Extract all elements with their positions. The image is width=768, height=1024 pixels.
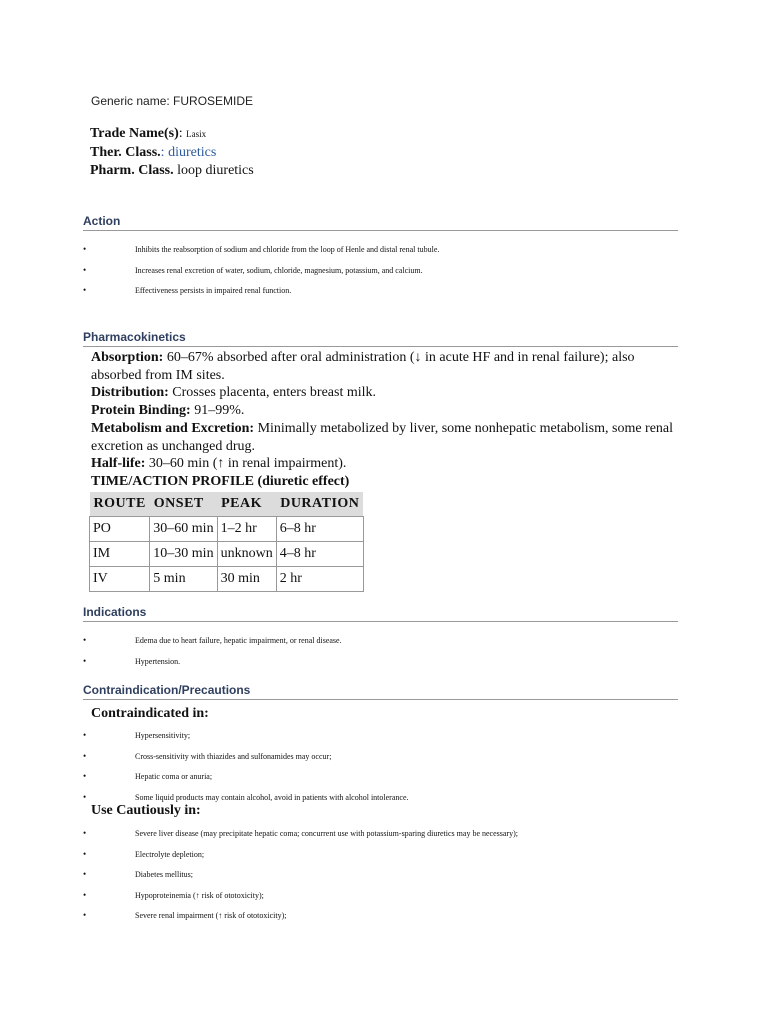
- absorption-line: [91, 349, 681, 384]
- table-cell: IM: [90, 542, 150, 567]
- contraindicated-list: [83, 731, 409, 813]
- pharmacokinetics-title: Pharmacokinetics: [83, 330, 186, 344]
- metabolism-line: [91, 420, 681, 455]
- table-header-row: [90, 492, 364, 517]
- action-item: • Effectiveness persists in impaired renal function.: [83, 286, 439, 307]
- protein-label: Protein Binding:: [91, 403, 191, 419]
- protein-value: 91–99%.: [194, 403, 245, 419]
- halflife-value: 30–60 min (↑ in renal impairment).: [148, 456, 347, 472]
- caution-item: • Severe renal impairment (↑ risk of ototoxicity);: [83, 911, 518, 932]
- action-item: • Inhibits the reabsorption of sodium and chloride from the loop of Henle and distal renal tubule.: [83, 245, 439, 266]
- pharmacokinetics-body: [91, 349, 681, 491]
- table-header-cell: PEAK: [217, 492, 276, 517]
- generic-name: [91, 94, 253, 108]
- indications-divider: [83, 621, 678, 622]
- indication-item: • Edema due to heart failure, hepatic impairment, or renal disease.: [83, 636, 342, 657]
- action-item: • Increases renal excretion of water, sodium, chloride, magnesium, potassium, and calcium.: [83, 266, 439, 287]
- caution-item: • Severe liver disease (may precipitate hepatic coma; concurrent use with potassium-sparing diuretics may be necessary);: [83, 829, 518, 850]
- trade-name-label: Trade Name(s): [90, 126, 179, 141]
- distribution-label: Distribution:: [91, 385, 169, 401]
- action-title: Action: [83, 214, 121, 228]
- contraindications-title: Contraindication/Precautions: [83, 683, 251, 697]
- generic-name-value: FUROSEMIDE: [173, 94, 254, 108]
- action-list: [83, 245, 439, 307]
- contraindicated-heading: Contraindicated in:: [91, 706, 209, 721]
- table-cell: 6–8 hr: [276, 517, 363, 542]
- time-action-table: [89, 492, 364, 592]
- caution-item: • Electrolyte depletion;: [83, 850, 518, 871]
- contraindications-divider: [83, 699, 678, 700]
- table-cell: 4–8 hr: [276, 542, 363, 567]
- ther-class-label: Ther. Class.: [90, 145, 161, 160]
- pharm-class-line: [90, 163, 254, 179]
- contraindication-item: • Some liquid products may contain alcohol, avoid in patients with alcohol intolerance.: [83, 793, 409, 814]
- ther-class-sep: :: [160, 145, 165, 160]
- protein-line: [91, 402, 681, 420]
- table-cell: 30 min: [217, 567, 276, 592]
- absorption-label: Absorption:: [91, 350, 164, 365]
- pharmacokinetics-divider: [83, 346, 678, 347]
- table-header-cell: ONSET: [150, 492, 217, 517]
- ther-class-link[interactable]: diuretics: [168, 145, 217, 160]
- generic-name-label: Generic name:: [91, 94, 174, 108]
- table-cell: IV: [90, 567, 150, 592]
- trade-name-sep: :: [178, 126, 183, 141]
- table-cell: 30–60 min: [150, 517, 217, 542]
- metabolism-value: Minimally metabolized by liver, some nonhepatic metabolism, some renal excretion as unchanged drug.: [91, 420, 674, 454]
- absorption-value: 60–67% absorbed after oral administration (↓ in acute HF and in renal failure); also absorbed from IM sites.: [91, 350, 635, 383]
- halflife-line: [91, 455, 681, 473]
- table-header-cell: ROUTE: [90, 492, 150, 517]
- table-cell: 2 hr: [276, 567, 363, 592]
- indication-item: • Hypertension.: [83, 657, 342, 678]
- indications-list: [83, 636, 342, 677]
- table-cell: 1–2 hr: [217, 517, 276, 542]
- table-row: [90, 517, 364, 542]
- halflife-label: Half-life:: [91, 456, 146, 472]
- table-cell: unknown: [217, 542, 276, 567]
- caution-item: • Hypoproteinemia (↑ risk of ototoxicity);: [83, 891, 518, 912]
- caution-item: • Diabetes mellitus;: [83, 870, 518, 891]
- table-body: [90, 517, 364, 592]
- contraindication-item: • Hepatic coma or anuria;: [83, 772, 409, 793]
- action-divider: [83, 230, 678, 231]
- distribution-line: [91, 384, 681, 402]
- metabolism-label: Metabolism and Excretion:: [91, 420, 255, 436]
- caution-list: [83, 829, 518, 932]
- pharm-class-label: Pharm. Class.: [90, 163, 174, 178]
- trade-name-line: [90, 126, 206, 142]
- trade-name-value: Lasix: [186, 129, 207, 139]
- indications-title: Indications: [83, 605, 147, 619]
- distribution-value: Crosses placenta, enters breast milk.: [172, 385, 377, 401]
- profile-title-text: TIME/ACTION PROFILE (diuretic effect): [91, 473, 350, 489]
- caution-heading: Use Cautiously in:: [91, 803, 201, 818]
- table-cell: PO: [90, 517, 150, 542]
- ther-class-line: [90, 145, 216, 161]
- profile-title: [91, 473, 681, 491]
- pharm-class-value: loop diuretics: [177, 163, 254, 178]
- contraindication-item: • Cross-sensitivity with thiazides and sulfonamides may occur;: [83, 752, 409, 773]
- table-row: [90, 542, 364, 567]
- table-row: [90, 567, 364, 592]
- table-header-cell: DURATION: [276, 492, 363, 517]
- table-cell: 10–30 min: [150, 542, 217, 567]
- contraindication-item: • Hypersensitivity;: [83, 731, 409, 752]
- table-cell: 5 min: [150, 567, 217, 592]
